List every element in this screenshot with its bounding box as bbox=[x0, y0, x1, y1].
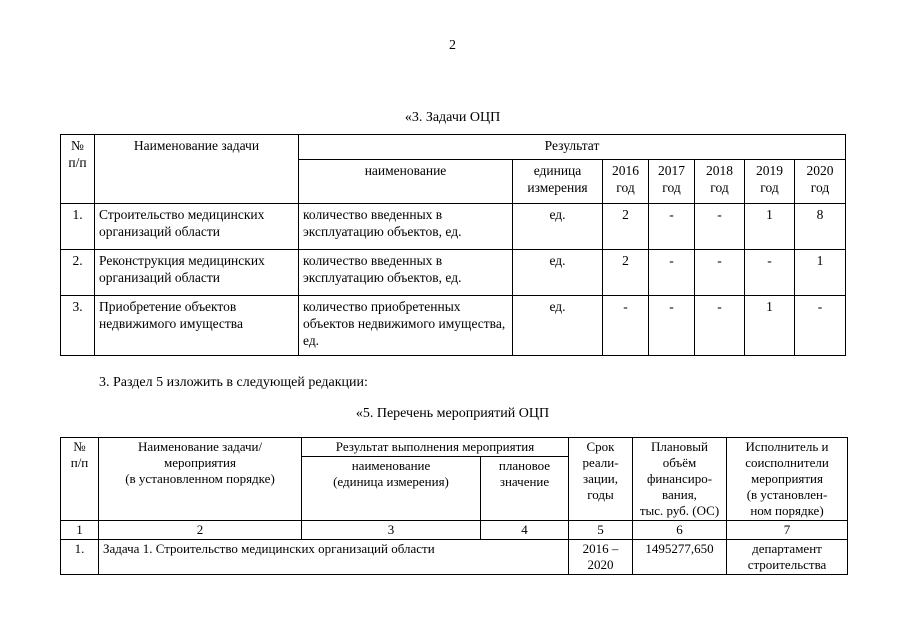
header-executor: Исполнитель и соисполнители мероприятия (в установлен- ном порядке) bbox=[727, 438, 848, 521]
row-unit: ед. bbox=[513, 296, 603, 356]
header-year: 2017 год bbox=[649, 160, 695, 204]
row-value: - bbox=[649, 204, 695, 250]
row-value: 1 bbox=[745, 204, 795, 250]
header-num bbox=[61, 135, 95, 204]
row-value: - bbox=[649, 250, 695, 296]
column-number: 4 bbox=[481, 521, 569, 540]
activities-table bbox=[60, 437, 848, 575]
header-result: Результат выполнения мероприятия bbox=[302, 438, 569, 457]
row-num: 1. bbox=[61, 204, 95, 250]
header-year: 2020 год bbox=[795, 160, 846, 204]
section-text: 3. Раздел 5 изложить в следующей редакции: bbox=[99, 375, 368, 390]
row-funding: 1495277,650 bbox=[633, 540, 727, 575]
header-name: наименование (единица измерения) bbox=[302, 457, 481, 521]
row-num: 2. bbox=[61, 250, 95, 296]
row-task: Строительство медицинских организаций области bbox=[95, 204, 299, 250]
column-number: 3 bbox=[302, 521, 481, 540]
header-name: наименование bbox=[299, 160, 513, 204]
table-row bbox=[61, 540, 848, 575]
row-num: 1. bbox=[61, 540, 99, 575]
row-task: Реконструкция медицинских организаций области bbox=[95, 250, 299, 296]
column-number: 5 bbox=[569, 521, 633, 540]
table-row bbox=[61, 204, 846, 250]
table1-title: «3. Задачи ОЦП bbox=[404, 110, 501, 125]
header-funding: Плановый объём финансиро- вания, тыс. руб. (ОС) bbox=[633, 438, 727, 521]
header-task-name: Наименование задачи bbox=[95, 135, 299, 204]
header-year: 2016 год bbox=[603, 160, 649, 204]
row-indicator: количество введенных в эксплуатацию объектов, ед. bbox=[299, 204, 513, 250]
header-unit: единица измерения bbox=[513, 160, 603, 204]
row-value: - bbox=[695, 296, 745, 356]
header-num: № п/п bbox=[61, 438, 99, 521]
header-year: 2019 год bbox=[745, 160, 795, 204]
tasks-table bbox=[60, 134, 846, 356]
row-executor: департамент строительства bbox=[727, 540, 848, 575]
row-value: - bbox=[795, 296, 846, 356]
table-row bbox=[61, 250, 846, 296]
row-value: - bbox=[649, 296, 695, 356]
column-number: 6 bbox=[633, 521, 727, 540]
row-task: Приобретение объектов недвижимого имущества bbox=[95, 296, 299, 356]
column-number: 1 bbox=[61, 521, 99, 540]
row-value: - bbox=[695, 204, 745, 250]
row-value: 2 bbox=[603, 204, 649, 250]
header-plan-value: плановое значение bbox=[481, 457, 569, 521]
row-unit: ед. bbox=[513, 250, 603, 296]
header-year: 2018 год bbox=[695, 160, 745, 204]
column-number-row bbox=[61, 521, 848, 540]
row-value: 1 bbox=[795, 250, 846, 296]
column-number: 2 bbox=[99, 521, 302, 540]
row-unit: ед. bbox=[513, 204, 603, 250]
header-num-text: № п/п bbox=[68, 138, 87, 170]
page-number: 2 bbox=[449, 38, 456, 53]
header-term: Срок реали- зации, годы bbox=[569, 438, 633, 521]
column-number: 7 bbox=[727, 521, 848, 540]
row-value: 8 bbox=[795, 204, 846, 250]
table-row bbox=[61, 296, 846, 356]
row-task: Задача 1. Строительство медицинских организаций области bbox=[99, 540, 569, 575]
row-value: 2 bbox=[603, 250, 649, 296]
header-task: Наименование задачи/ мероприятия (в установленном порядке) bbox=[99, 438, 302, 521]
row-indicator: количество введенных в эксплуатацию объектов, ед. bbox=[299, 250, 513, 296]
header-result: Результат bbox=[299, 135, 846, 160]
row-num: 3. bbox=[61, 296, 95, 356]
row-value: 1 bbox=[745, 296, 795, 356]
table2-title: «5. Перечень мероприятий ОЦП bbox=[355, 406, 550, 421]
row-indicator: количество приобретенных объектов недвижимого имущества, ед. bbox=[299, 296, 513, 356]
row-value: - bbox=[695, 250, 745, 296]
row-value: - bbox=[603, 296, 649, 356]
row-term: 2016 – 2020 bbox=[569, 540, 633, 575]
row-value: - bbox=[745, 250, 795, 296]
